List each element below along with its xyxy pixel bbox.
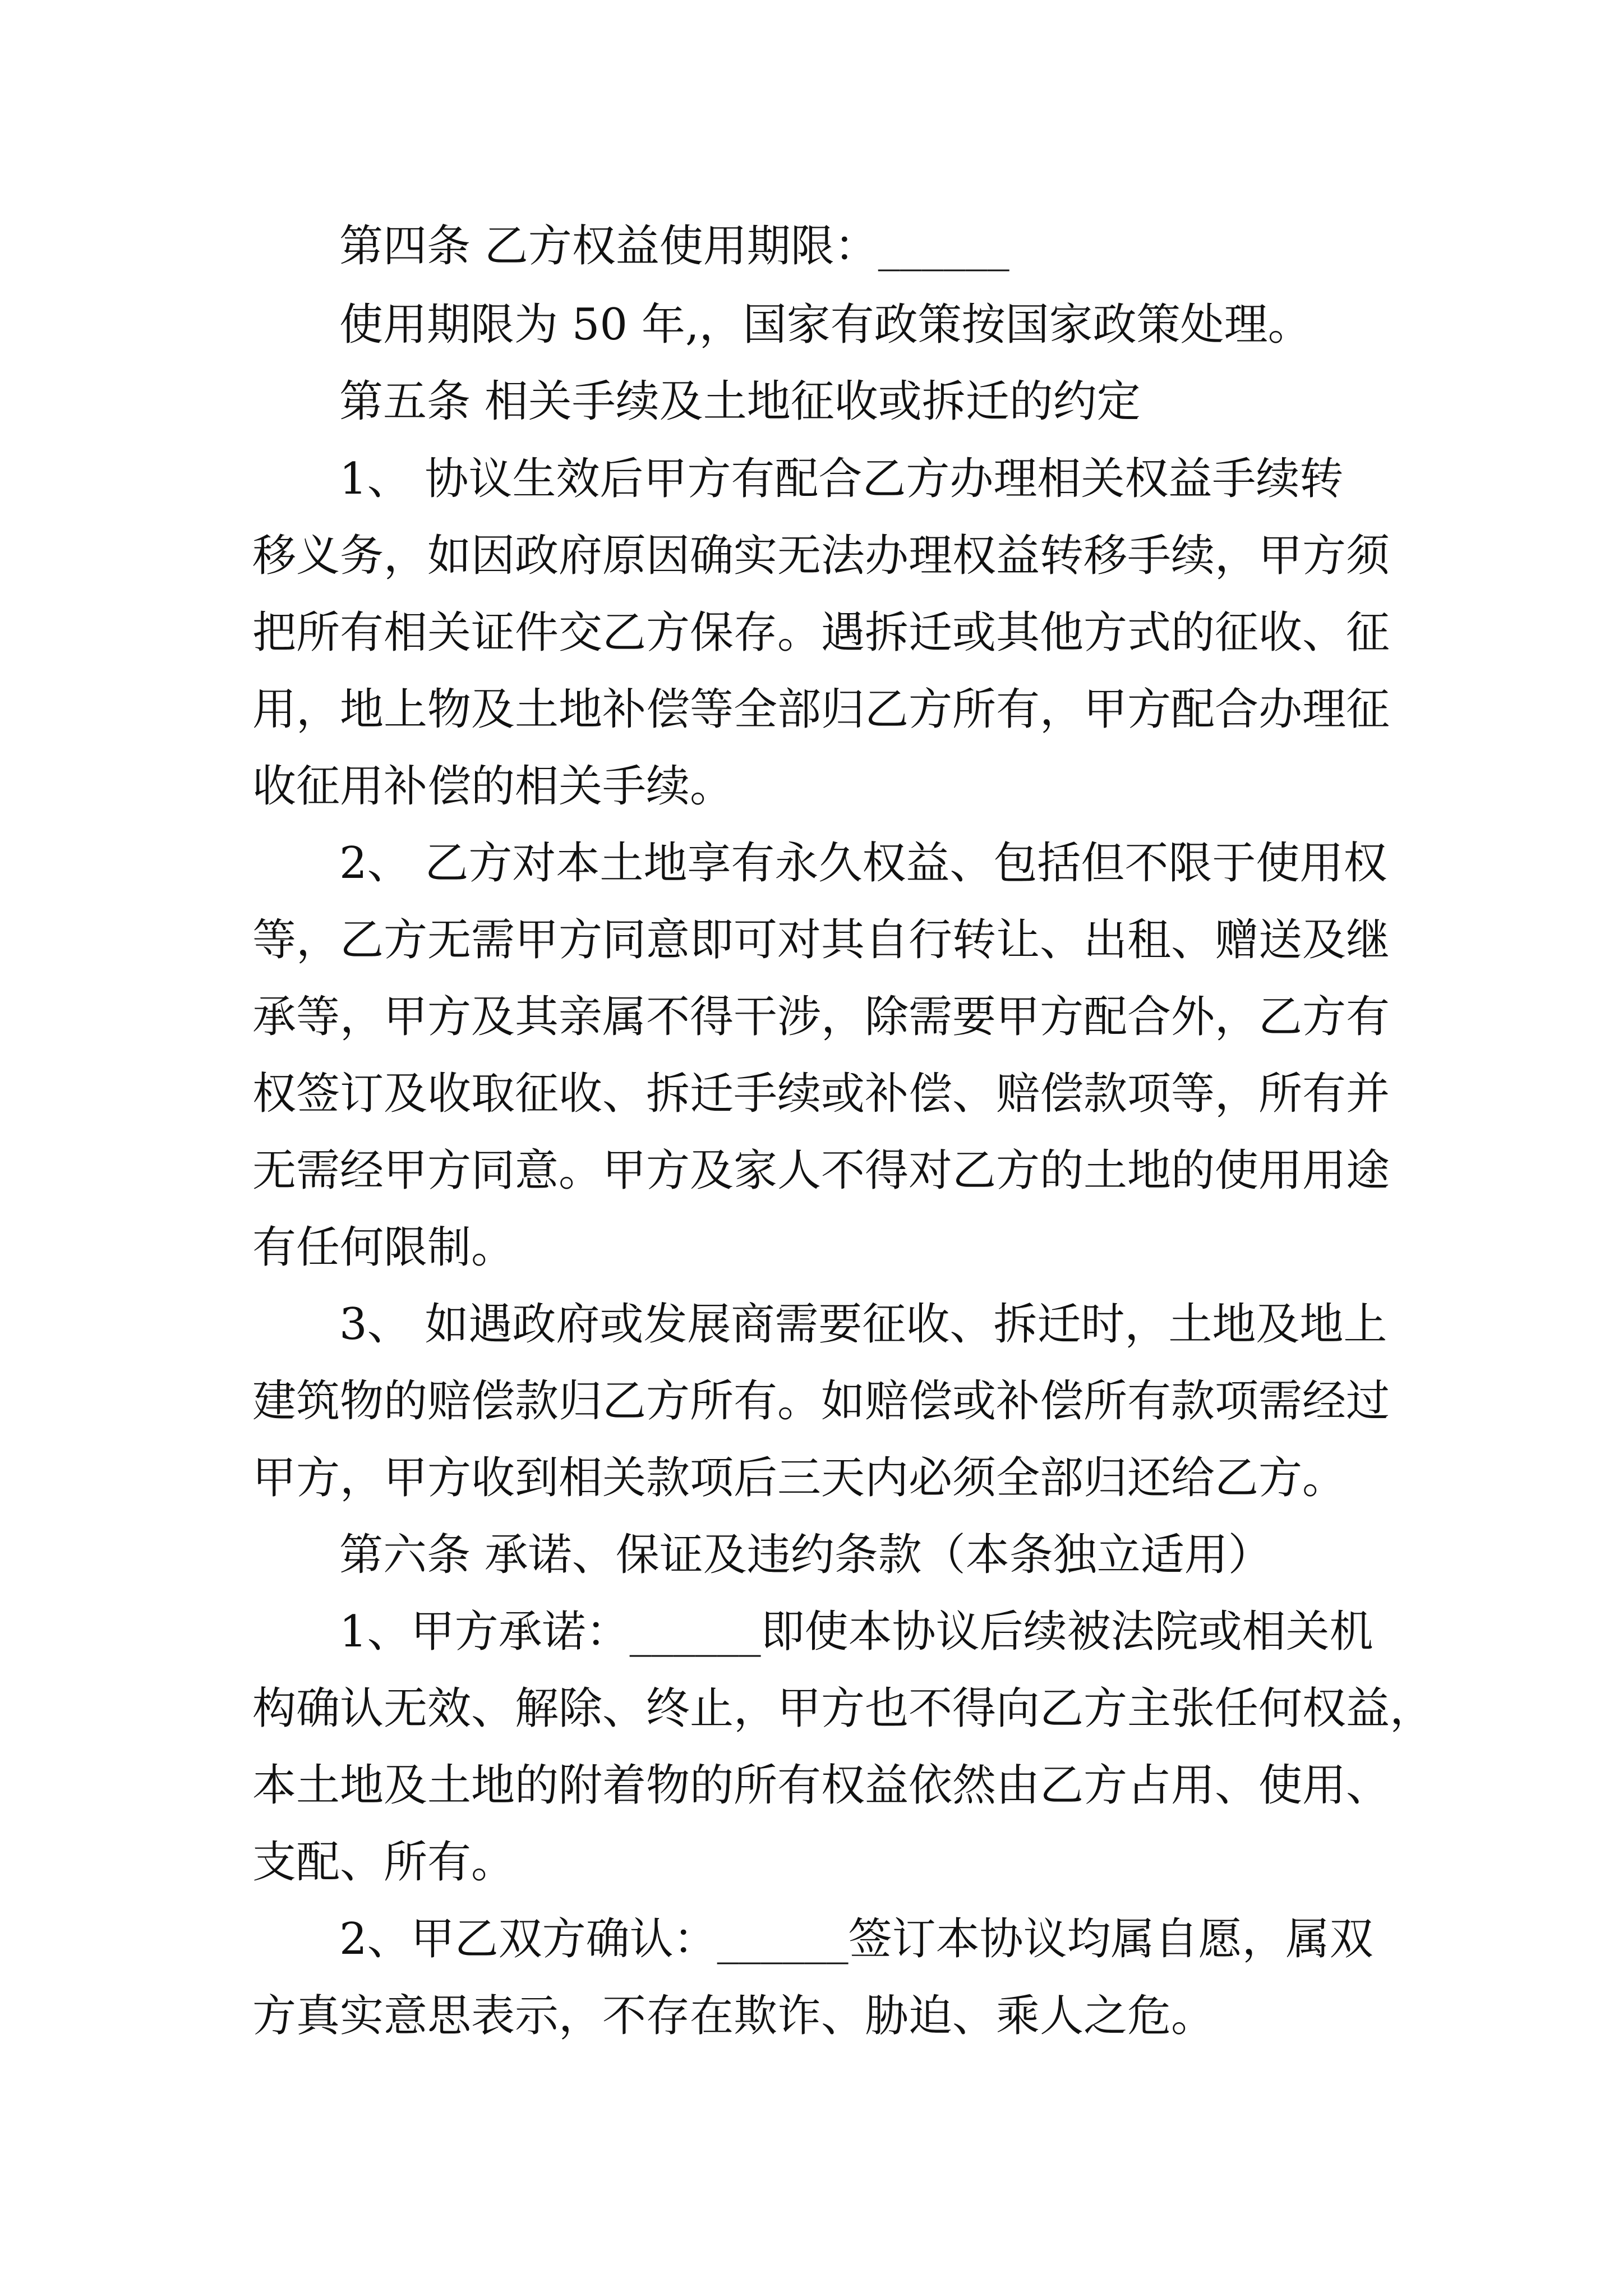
text-line: 甲方，甲方收到相关款项后三天内必须全部归还给乙方。	[252, 1453, 1347, 1503]
text-line: 1、甲方承诺：______即使本协议后续被法院或相关机	[339, 1607, 1373, 1657]
text-line: 2、 乙方对本土地享有永久权益、包括但不限于使用权	[339, 838, 1387, 889]
text-line: 有任何限制。	[252, 1222, 515, 1273]
article-4-heading: 第四条 乙方权益使用期限：______	[339, 221, 1009, 272]
article-6-heading: 第六条 承诺、保证及违约条款（本条独立适用）	[339, 1530, 1272, 1580]
text-line: 使用期限为 50 年,，国家有政策按国家政策处理。	[339, 300, 1312, 350]
text-line: 构确认无效、解除、终止，甲方也不得向乙方主张任何权益，	[252, 1683, 1434, 1734]
text-line: 承等，甲方及其亲属不得干涉，除需要甲方配合外，乙方有	[252, 992, 1390, 1042]
text-line: 本土地及土地的附着物的所有权益依然由乙方占用、使用、	[252, 1760, 1390, 1811]
text-line: 1、 协议生效后甲方有配合乙方办理相关权益手续转	[339, 454, 1344, 504]
text-line: 2、甲乙双方确认：______签订本协议均属自愿，属双	[339, 1914, 1373, 1964]
text-line: 用，地上物及土地补偿等全部归乙方所有，甲方配合办理征	[252, 684, 1390, 735]
text-line: 收征用补偿的相关手续。	[252, 761, 734, 812]
text-line: 把所有相关证件交乙方保存。遇拆迁或其他方式的征收、征	[252, 608, 1390, 658]
text-line: 建筑物的赔偿款归乙方所有。如赔偿或补偿所有款项需经过	[252, 1376, 1390, 1427]
text-line: 权签订及收取征收、拆迁手续或补偿、赔偿款项等，所有并	[252, 1069, 1390, 1119]
text-line: 无需经甲方同意。甲方及家人不得对乙方的土地的使用用途	[252, 1145, 1390, 1196]
text-line: 等，乙方无需甲方同意即可对其自行转让、出租、赠送及继	[252, 915, 1390, 965]
text-line: 方真实意思表示，不存在欺诈、胁迫、乘人之危。	[252, 1991, 1215, 2041]
article-5-heading: 第五条 相关手续及土地征收或拆迁的约定	[339, 376, 1141, 427]
text-line: 3、 如遇政府或发展商需要征收、拆迁时，土地及地上	[339, 1299, 1387, 1350]
text-line: 支配、所有。	[252, 1837, 515, 1888]
text-line: 移义务，如因政府原因确实无法办理权益转移手续，甲方须	[252, 531, 1390, 581]
